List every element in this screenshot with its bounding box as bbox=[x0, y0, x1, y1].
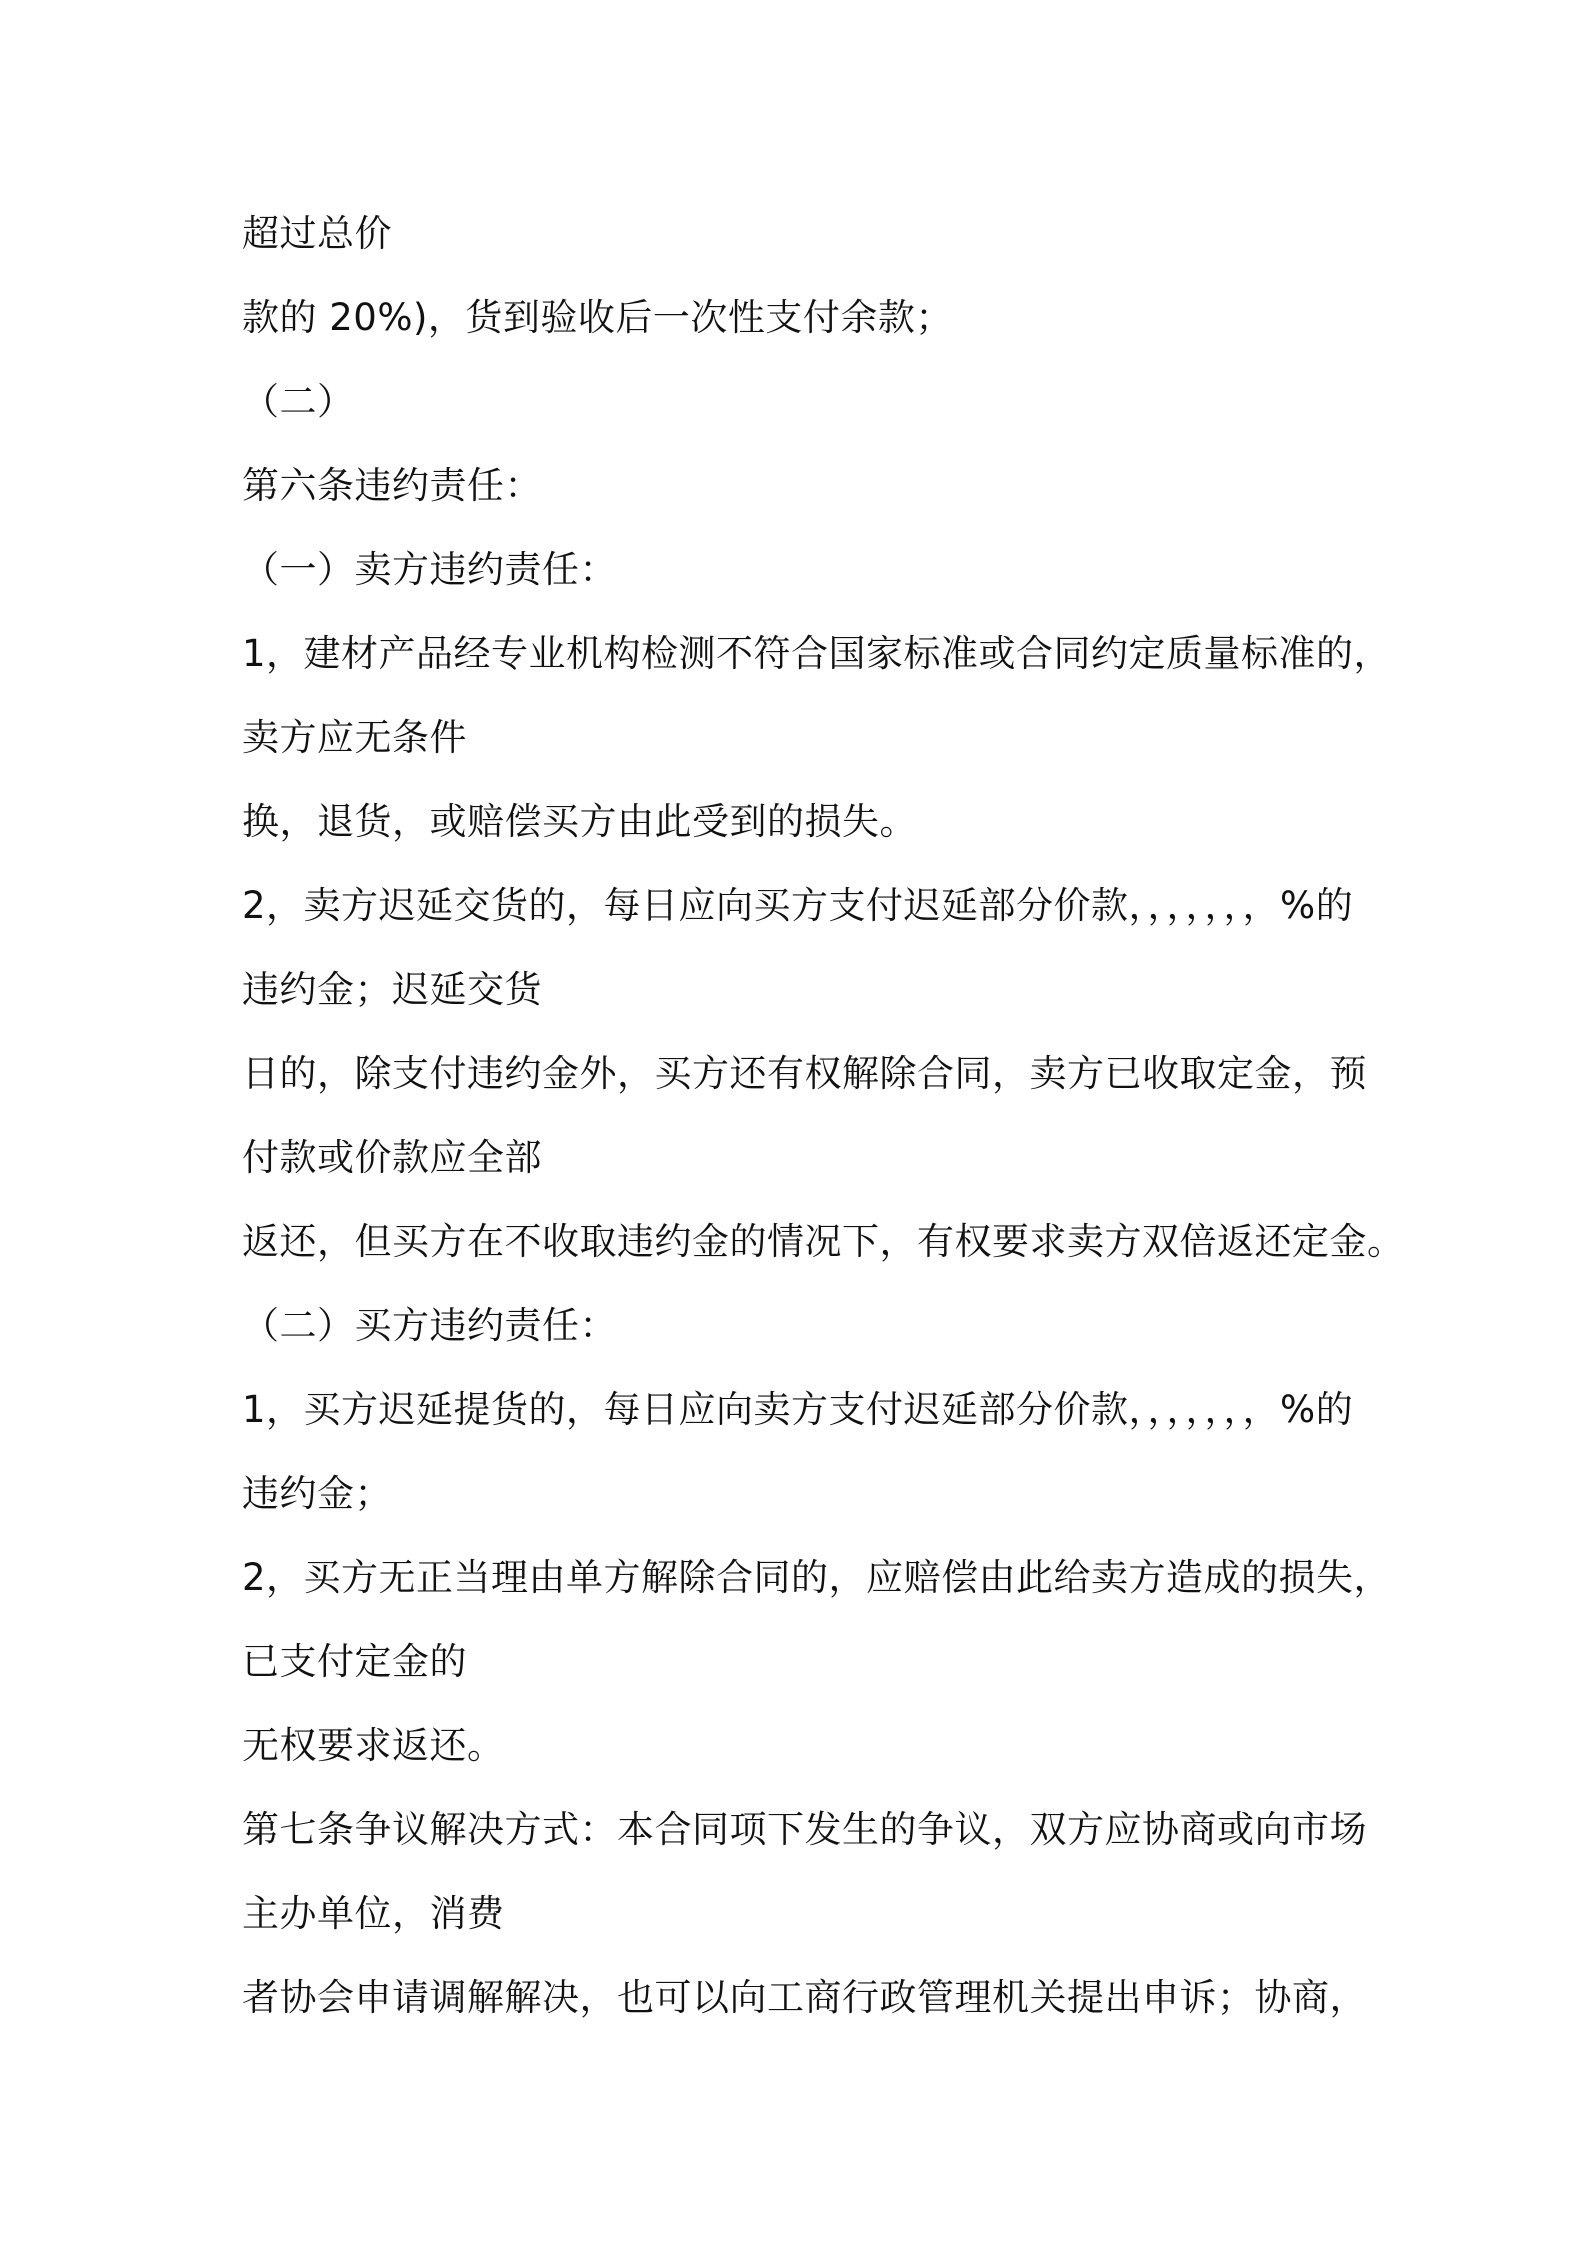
text-line: 付款或价款应全部 bbox=[242, 1136, 542, 1179]
subsection-heading-buyer-liability: （二）买方违约责任： bbox=[242, 1304, 617, 1347]
text-line: 2，买方无正当理由单方解除合同的，应赔偿由此给卖方造成的损失， bbox=[242, 1556, 1392, 1599]
text-line: 已支付定金的 bbox=[242, 1640, 467, 1683]
text-line: 2，卖方迟延交货的，每日应向买方支付迟延部分价款，，，，，，，%的 bbox=[242, 884, 1354, 927]
text-line: 违约金； bbox=[242, 1472, 392, 1515]
text-line: 1，建材产品经专业机构检测不符合国家标准或合同约定质量标准的， bbox=[242, 632, 1392, 675]
section-heading-article-6: 第六条违约责任： bbox=[242, 464, 542, 507]
text-line: （二） bbox=[242, 380, 355, 423]
section-heading-article-7: 第七条争议解决方式：本合同项下发生的争议，双方应协商或向市场 bbox=[242, 1808, 1367, 1851]
text-line: 返还，但买方在不收取违约金的情况下，有权要求卖方双倍返还定金。 bbox=[242, 1220, 1405, 1263]
text-line: 款的 20%)，货到验收后一次性支付余款； bbox=[242, 296, 953, 339]
document-body bbox=[242, 192, 1405, 2040]
text-line: 日的，除支付违约金外，买方还有权解除合同，卖方已收取定金，预 bbox=[242, 1052, 1367, 1095]
text-line: 卖方应无条件 bbox=[242, 716, 467, 759]
subsection-heading-seller-liability: （一）卖方违约责任： bbox=[242, 548, 617, 591]
text-line: 换，退货，或赔偿买方由此受到的损失。 bbox=[242, 800, 917, 843]
text-line: 无权要求返还。 bbox=[242, 1724, 505, 1767]
text-line: 1，买方迟延提货的，每日应向卖方支付迟延部分价款，，，，，，，%的 bbox=[242, 1388, 1354, 1431]
text-line: 主办单位，消费 bbox=[242, 1892, 505, 1935]
text-line: 超过总价 bbox=[242, 212, 392, 255]
text-line: 者协会申请调解解决，也可以向工商行政管理机关提出申诉；协商， bbox=[242, 1976, 1367, 2019]
text-line: 违约金；迟延交货 bbox=[242, 968, 542, 1011]
